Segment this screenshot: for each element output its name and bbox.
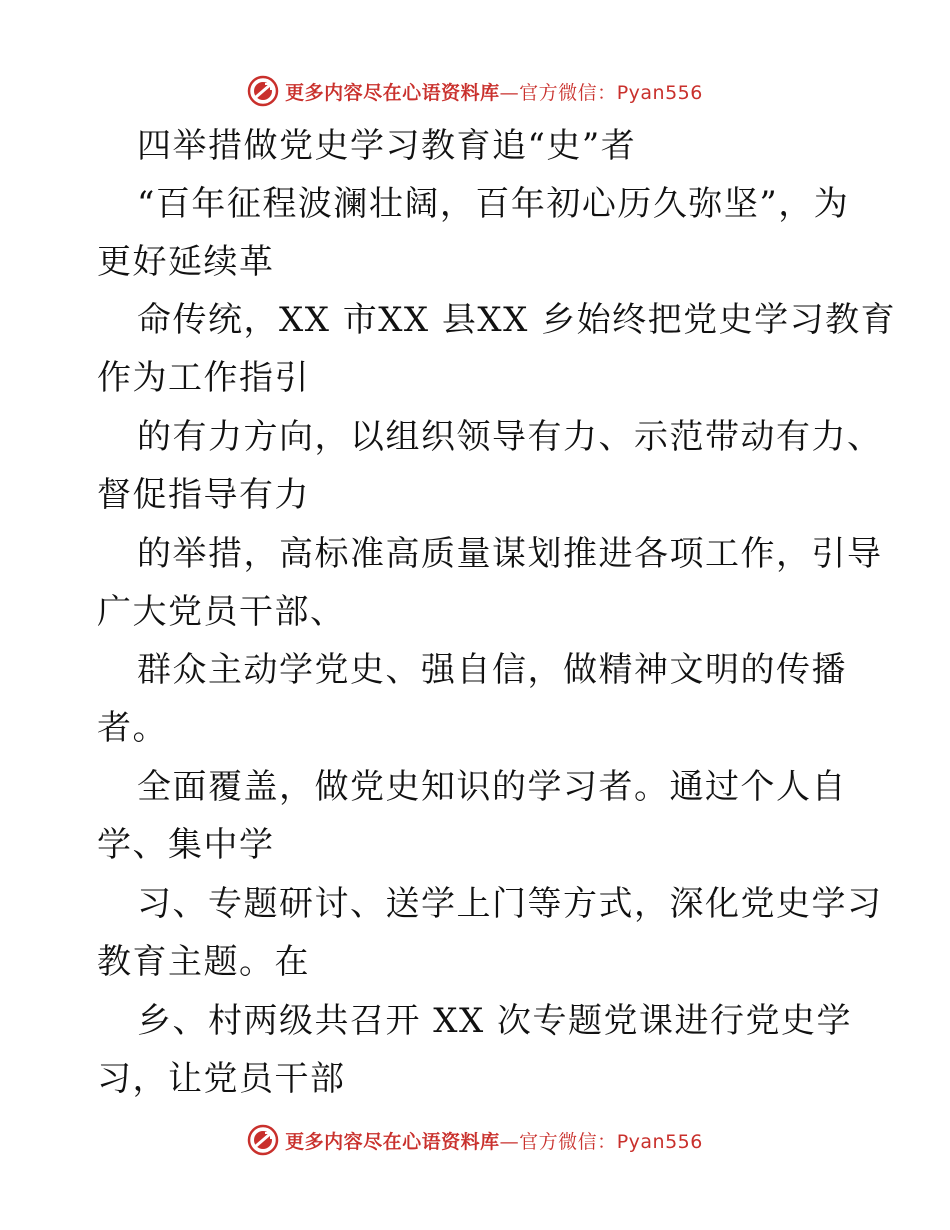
- text-line: 作为工作指引: [97, 358, 310, 398]
- watermark-id: Pyan556: [616, 1130, 703, 1153]
- text-line: 学、集中学: [97, 825, 275, 865]
- red-seal-logo-icon: [247, 75, 279, 107]
- text-line: 教育主题。在: [97, 942, 310, 982]
- text-line: 习，让党员干部: [97, 1059, 346, 1099]
- watermark-separator: —: [499, 1130, 520, 1153]
- watermark-text: [285, 78, 703, 105]
- text-line: 群众主动学党史、强自信，做精神文明的传播: [137, 650, 847, 690]
- watermark-main-text: 更多内容尽在心语资料库: [285, 1130, 500, 1153]
- text-line: 习、专题研讨、送学上门等方式，深化党史学习: [137, 884, 883, 924]
- watermark-text: [285, 1127, 703, 1154]
- text-line: “百年征程波澜壮阔，百年初心历久弥坚”，为: [137, 184, 850, 224]
- text-line: 乡、村两级共召开 XX 次专题党课进行党史学: [137, 1001, 853, 1041]
- text-line: 者。: [97, 708, 168, 748]
- watermark-label: 官方微信：: [519, 81, 617, 104]
- text-line: 的有力方向，以组织领导有力、示范带动有力、: [137, 417, 883, 457]
- text-line: 命传统，XX 市XX 县XX 乡始终把党史学习教育: [137, 300, 897, 340]
- document-title: 四举措做党史学习教育追“史”者: [137, 126, 637, 166]
- footer-watermark: [0, 1120, 950, 1160]
- text-line: 全面覆盖，做党史知识的学习者。通过个人自: [137, 767, 847, 807]
- header-watermark: [0, 71, 950, 111]
- text-line: 的举措，高标准高质量谋划推进各项工作，引导: [137, 534, 883, 574]
- red-seal-logo-icon: [247, 1124, 279, 1156]
- text-line: 更好延续革: [97, 242, 275, 282]
- watermark-label: 官方微信：: [519, 1130, 617, 1153]
- watermark-separator: —: [499, 81, 520, 104]
- text-line: 广大党员干部、: [97, 592, 346, 632]
- text-line: 督促指导有力: [97, 475, 310, 515]
- watermark-main-text: 更多内容尽在心语资料库: [285, 81, 500, 104]
- watermark-id: Pyan556: [616, 81, 703, 104]
